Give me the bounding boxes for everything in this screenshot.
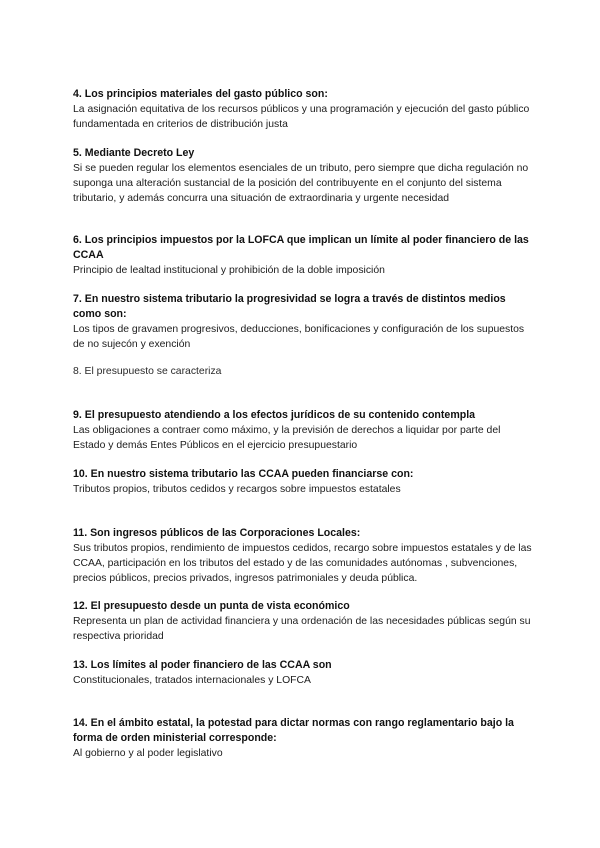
question-heading: 7. En nuestro sistema tributario la progresividad se logra a través de distintos medios como son: — [73, 293, 506, 320]
answer-text: Sus tributos propios, rendimiento de impuestos cedidos, recargo sobre impuestos estatales y de las CCAA, participación en los tributos del estado y de las comunidades autónomas , subvenciones, precios públicos, precios privados, ingresos patrimoniales y deuda pública. — [73, 543, 532, 584]
question-block-10 — [73, 467, 533, 497]
question-block-11 — [73, 526, 533, 586]
question-block-4 — [73, 87, 533, 132]
question-heading: 12. El presupuesto desde un punta de vista económico — [73, 600, 350, 612]
answer-text: Si se pueden regular los elementos esenciales de un tributo, pero siempre que dicha regulación no suponga una alteración sustancial de la posición del contribuyente en el conjunto del sistema tributario, y además concurra una situación de extraordinaria y urgente necesidad — [73, 163, 529, 204]
question-heading: 5. Mediante Decreto Ley — [73, 147, 195, 159]
question-block-5 — [73, 146, 533, 206]
question-block-14 — [73, 716, 533, 761]
question-block-13 — [73, 658, 533, 688]
answer-text: Las obligaciones a contraer como máximo, y la previsión de derechos a liquidar por parte del Estado y demás Entes Públicos en el ejercicio presupuestario — [73, 425, 501, 451]
question-heading: 14. En el ámbito estatal, la potestad para dictar normas con rango reglamentario bajo la forma de orden ministerial corresponde: — [73, 717, 514, 744]
question-heading: 6. Los principios impuestos por la LOFCA que implican un límite al poder financiero de las CCAA — [73, 234, 529, 261]
question-heading: 4. Los principios materiales del gasto público son: — [73, 88, 328, 100]
question-block-9 — [73, 408, 533, 453]
answer-text: Principio de lealtad institucional y prohibición de la doble imposición — [73, 265, 385, 276]
question-heading: 10. En nuestro sistema tributario las CCAA pueden financiarse con: — [73, 468, 414, 480]
answer-text: Los tipos de gravamen progresivos, deducciones, bonificaciones y configuración de los supuestos de no sujecón y exención — [73, 324, 525, 350]
answer-text: Constitucionales, tratados internacionales y LOFCA — [73, 675, 311, 686]
answer-text: Tributos propios, tributos cedidos y recargos sobre impuestos estatales — [73, 484, 401, 495]
question-block-6 — [73, 233, 533, 278]
answer-text: Representa un plan de actividad financiera y una ordenación de las necesidades públicas según su respectiva prioridad — [73, 616, 531, 642]
question-block-7 — [73, 292, 533, 352]
answer-text: La asignación equitativa de los recursos públicos y una programación y ejecución del gasto público fundamentada en criterios de distribución justa — [73, 104, 530, 130]
question-heading: 8. El presupuesto se caracteriza — [73, 366, 222, 377]
answer-text: Al gobierno y al poder legislativo — [73, 748, 223, 759]
question-heading: 13. Los límites al poder financiero de las CCAA son — [73, 659, 332, 671]
question-heading: 11. Son ingresos públicos de las Corporaciones Locales: — [73, 527, 361, 539]
question-block-12 — [73, 599, 533, 644]
question-heading: 9. El presupuesto atendiendo a los efectos jurídicos de su contenido contempla — [73, 409, 476, 421]
question-block-8 — [73, 364, 533, 379]
